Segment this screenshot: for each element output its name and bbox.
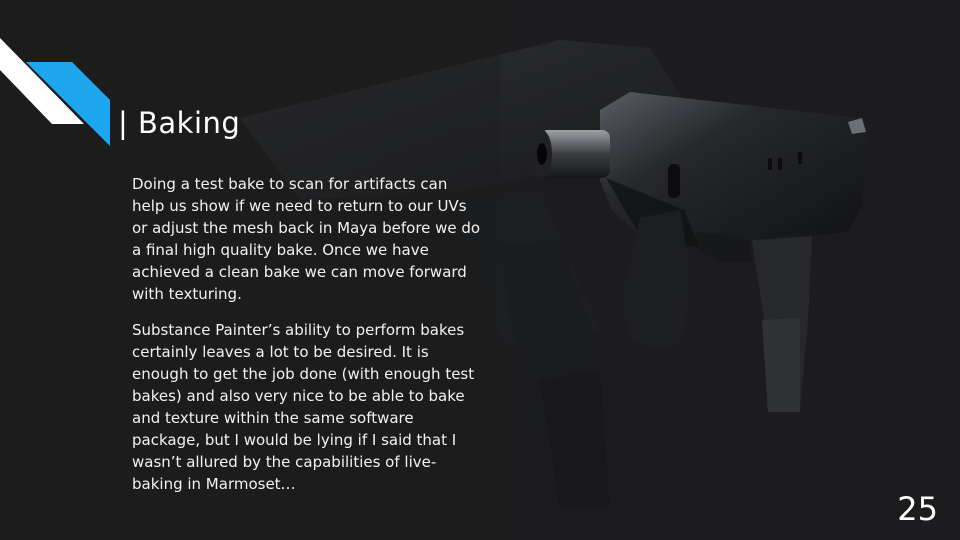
body-paragraph-1: Doing a test bake to scan for artifacts can help us show if we need to return to our UVs or adjust the mesh back in Maya before we do a final high quality bake. Once we have achieved a clean bake we can move forward with texturing. — [132, 175, 481, 303]
page-number: 25 — [897, 490, 938, 528]
slide-title: | Baking — [118, 106, 241, 140]
slide-body — [132, 173, 484, 509]
body-paragraph-2: Substance Painter’s ability to perform bakes certainly leaves a lot to be desired. It is enough to get the job done (with enough test bakes) and also very nice to be able to bake and texture within the same software package, but I would be lying if I said that I wasn’t allured by the capabilities of live-baking in Marmoset… — [132, 321, 475, 493]
